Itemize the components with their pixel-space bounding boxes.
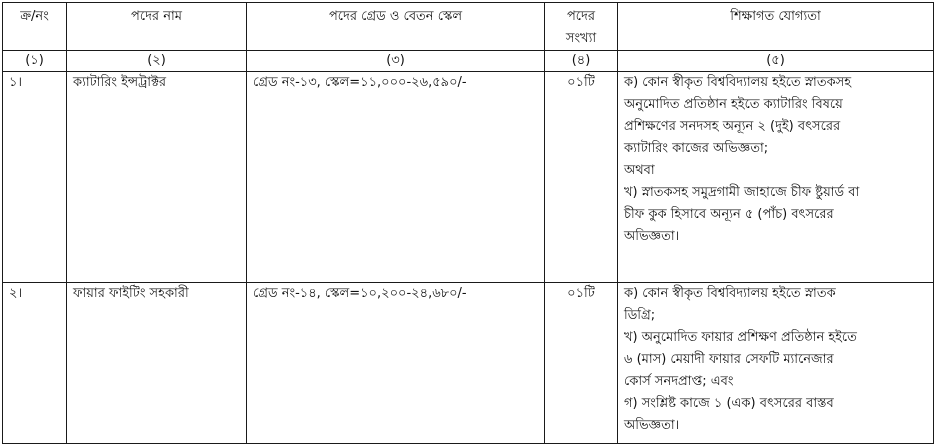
header-post-count-line1: পদের — [566, 9, 596, 24]
qualification-line: প্রশিক্ষণের সনদসহ অন্যূন ২ (দুই) বৎসরের — [624, 119, 841, 134]
qualification-line: অভিজ্ঞতা। — [624, 229, 680, 244]
recruitment-table — [2, 2, 934, 444]
qualification-line: চীফ কুক হিসাবে অন্যূন ৫ (পাঁচ) বৎসরের — [624, 207, 834, 222]
qualification-line: ৬ (মাস) মেয়াদী ফায়ার সেফটি ম্যানেজার — [624, 352, 834, 367]
row-post-count: ০১টি — [545, 283, 618, 444]
column-number: (৩) — [247, 51, 545, 72]
row-qualification — [618, 72, 934, 283]
row-qualification — [618, 283, 934, 444]
qualification-line: অনুমোদিত প্রতিষ্ঠান হইতে ক্যাটারিং বিষয়ে — [624, 97, 843, 112]
header-row — [3, 3, 934, 51]
header-post-count-line2: সংখ্যা — [565, 31, 597, 46]
row-grade-scale: গ্রেড নং-১৩, স্কেল=১১,০০০-২৬,৫৯০/- — [247, 72, 545, 283]
header-post-name: পদের নাম — [67, 3, 247, 51]
qualification-line: ক) কোন স্বীকৃত বিশ্ববিদ্যালয় হইতে স্নাতকসহ — [624, 75, 852, 90]
row-post-count: ০১টি — [545, 72, 618, 283]
table-row — [3, 283, 934, 444]
row-grade-scale: গ্রেড নং-১৪, স্কেল=১০,২০০-২৪,৬৮০/- — [247, 283, 545, 444]
header-grade-scale: পদের গ্রেড ও বেতন স্কেল — [247, 3, 545, 51]
column-number: (২) — [67, 51, 247, 72]
row-serial: ২। — [3, 283, 67, 444]
qualification-line: ডিগ্রি; — [624, 308, 656, 323]
table-row — [3, 72, 934, 283]
qualification-line: অথবা — [624, 163, 655, 178]
qualification-line: গ) সংশ্লিষ্ট কাজে ১ (এক) বৎসরের বাস্তব — [624, 396, 834, 411]
qualification-line: খ) অনুমোদিত ফায়ার প্রশিক্ষণ প্রতিষ্ঠান হইতে — [624, 330, 857, 345]
qualification-line: খ) স্নাতকসহ সমুদ্রগামী জাহাজে চীফ ষ্টুয়ার্ড বা — [624, 185, 860, 200]
header-post-count — [545, 3, 618, 51]
row-post-name: ফায়ার ফাইটিং সহকারী — [67, 283, 247, 444]
row-serial: ১। — [3, 72, 67, 283]
column-number: (১) — [3, 51, 67, 72]
qualification-line: কোর্স সনদপ্রাপ্ত; এবং — [624, 374, 734, 389]
header-qualification: শিক্ষাগত যোগ্যতা — [618, 3, 934, 51]
row-post-name: ক্যাটারিং ইন্সট্রাক্টর — [67, 72, 247, 283]
qualification-line: ক) কোন স্বীকৃত বিশ্ববিদ্যালয় হইতে স্নাতক — [624, 286, 836, 301]
column-number: (৫) — [618, 51, 934, 72]
column-number-row — [3, 51, 934, 72]
header-serial: ক্র/নং — [3, 3, 67, 51]
qualification-line: ক্যাটারিং কাজের অভিজ্ঞতা; — [624, 141, 769, 156]
qualification-line: অভিজ্ঞতা। — [624, 418, 680, 433]
column-number: (৪) — [545, 51, 618, 72]
